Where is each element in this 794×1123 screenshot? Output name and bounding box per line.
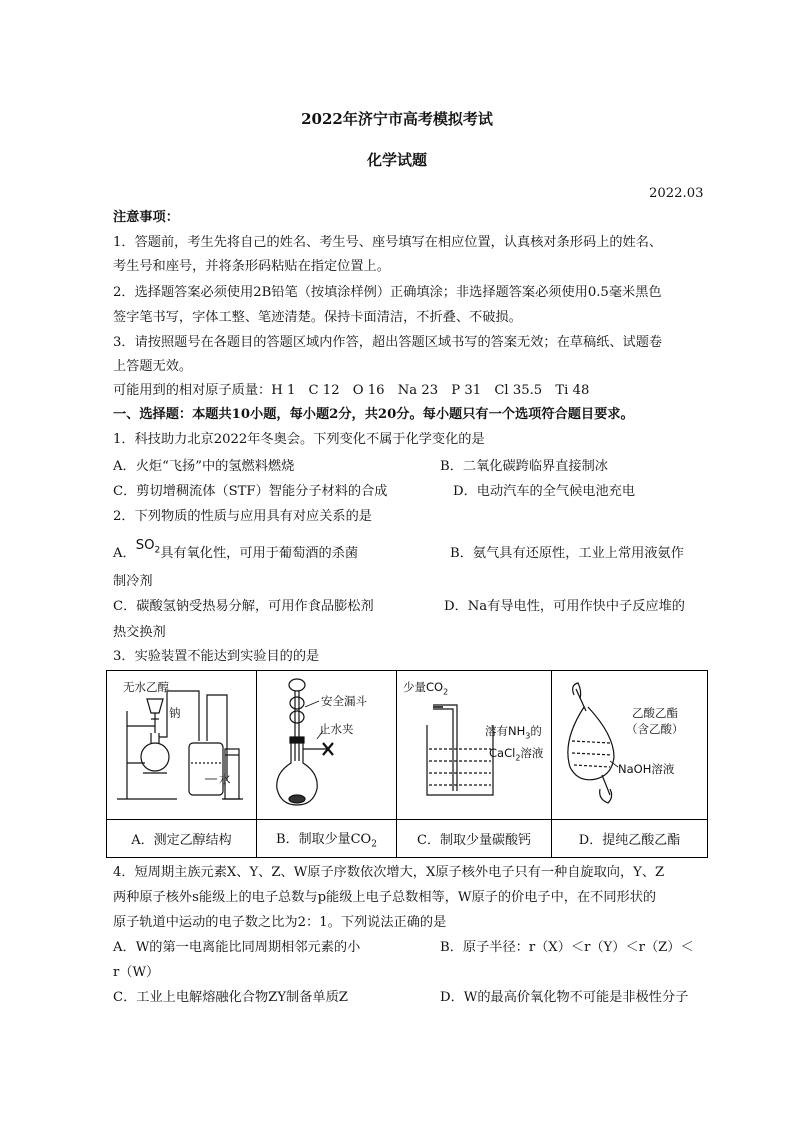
caption-c: C．制取少量碳酸钙: [397, 820, 552, 858]
q2-stem: 2．下列物质的性质与应用具有对应关系的是: [113, 509, 372, 524]
figure-b-label-funnel: 安全漏斗: [321, 694, 367, 708]
q1-option-b: B．二氧化碳跨临界直接制冰: [440, 459, 608, 474]
note-3-line-1: 3．请按照题号在各题目的答题区域内作答，超出答题区域书写的答案无效；在草稿纸、试题卷: [113, 335, 663, 350]
figure-d-separatory-funnel: [552, 671, 708, 820]
q4-option-d: D．W的最高价氧化物不可能是非极性分子: [440, 990, 689, 1005]
figure-c-label-cacl2: CaCl$_2$溶液: [489, 746, 544, 763]
figure-d-label-acid: （含乙酸）: [626, 722, 684, 736]
q4-option-c: C．工业上电解熔融化合物ZY制备单质Z: [113, 990, 348, 1005]
section-heading: 一、选择题：本题共10小题，每小题2分，共20分。每小题只有一个选项符合题目要求。: [113, 407, 634, 422]
figure-a-label-ethanol: 无水乙醇: [123, 680, 169, 694]
q2-option-d-line-2: 热交换剂: [113, 625, 166, 640]
figure-c-label-nh3: 溶有$NH_3$的: [485, 724, 542, 741]
q4-option-a: A．W的第一电离能比同周期相邻元素的小: [113, 940, 361, 955]
note-2-line-1: 2．选择题答案必须使用2B铅笔（按填涂样例）正确填涂；非选择题答案必须使用0.5毫米黑色: [113, 285, 662, 300]
figure-c-caco3: [397, 671, 552, 820]
caption-b: B．制取少量$CO_2$: [257, 820, 397, 858]
figure-a-label-sodium: 钠: [169, 706, 181, 720]
figure-a-label-water: 水: [219, 772, 231, 786]
q1-option-c: C．剪切增稠流体（STF）智能分子材料的合成: [113, 484, 388, 499]
q2-option-b-line-2: 制冷剂: [113, 574, 153, 589]
figure-d-label-ester: 乙酸乙酯: [632, 706, 678, 720]
figure-b-label-clamp: 止水夹: [319, 722, 354, 736]
exam-title: 2022年济宁市高考模拟考试: [301, 110, 493, 128]
figure-a-ethanol-sodium: [107, 671, 257, 820]
q3-apparatus-table: [106, 670, 708, 858]
q2-option-c: C．碳酸氢钠受热易分解，可用作食品膨松剂: [113, 599, 374, 614]
caption-d: D．提纯乙酸乙酯: [552, 820, 708, 858]
q2-option-b-line-1: B．氨气具有还原性，工业上常用液氨作: [450, 546, 684, 561]
notes-heading: 注意事项：: [113, 210, 179, 225]
q1-stem: 1．科技助力北京2022年冬奥会。下列变化不属于化学变化的是: [113, 432, 485, 447]
q4-option-b: B．原子半径：r（X）＜r（Y）＜r（Z）＜: [440, 940, 694, 955]
atomic-masses: 可能用到的相对原子质量：H 1 C 12 O 16 Na 23 P 31 Cl 35.5 Ti 48: [113, 383, 590, 398]
q2-option-a: A．$SO_2$具有氧化性，可用于葡萄酒的杀菌: [113, 538, 359, 561]
caption-a: A．测定乙醇结构: [107, 820, 257, 858]
q2-option-d-line-1: D．Na有导电性，可用作快中子反应堆的: [444, 599, 685, 614]
figure-b-co2-generator: [257, 671, 397, 820]
exam-subtitle: 化学试题: [366, 151, 427, 169]
q1-option-d: D．电动汽车的全气候电池充电: [453, 484, 636, 499]
q4-stem-line-1: 4．短周期主族元素X、Y、Z、W原子序数依次增大，X原子核外电子只有一种自旋取向，Y、Z: [113, 865, 665, 880]
note-3-line-2: 上答题无效。: [113, 359, 193, 374]
exam-date: 2022.03: [649, 186, 704, 201]
figure-c-label-co2: 少量$CO_2$: [403, 680, 449, 697]
q4-stem-line-2: 两种原子核外s能级上的电子总数与p能级上电子总数相等，W原子的价电子中，在不同形状的: [113, 890, 657, 905]
note-1-line-2: 考生号和座号，并将条形码粘贴在指定位置上。: [113, 259, 390, 274]
q1-option-a: A．火炬“飞扬”中的氢燃料燃烧: [113, 459, 295, 474]
note-1-line-1: 1．答题前，考生先将自己的姓名、考生号、座号填写在相应位置，认真核对条形码上的姓名、: [113, 235, 663, 250]
figure-d-label-naoh: NaOH溶液: [618, 762, 675, 776]
q3-stem: 3．实验装置不能达到实验目的的是: [113, 649, 320, 664]
q4-stem-line-3: 原子轨道中运动的电子数之比为2：1。下列说法正确的是: [113, 915, 447, 930]
q4-option-b-cont: r（W）: [113, 965, 160, 980]
note-2-line-2: 签字笔书写，字体工整、笔迹清楚。保持卡面清洁，不折叠、不破损。: [113, 310, 522, 325]
